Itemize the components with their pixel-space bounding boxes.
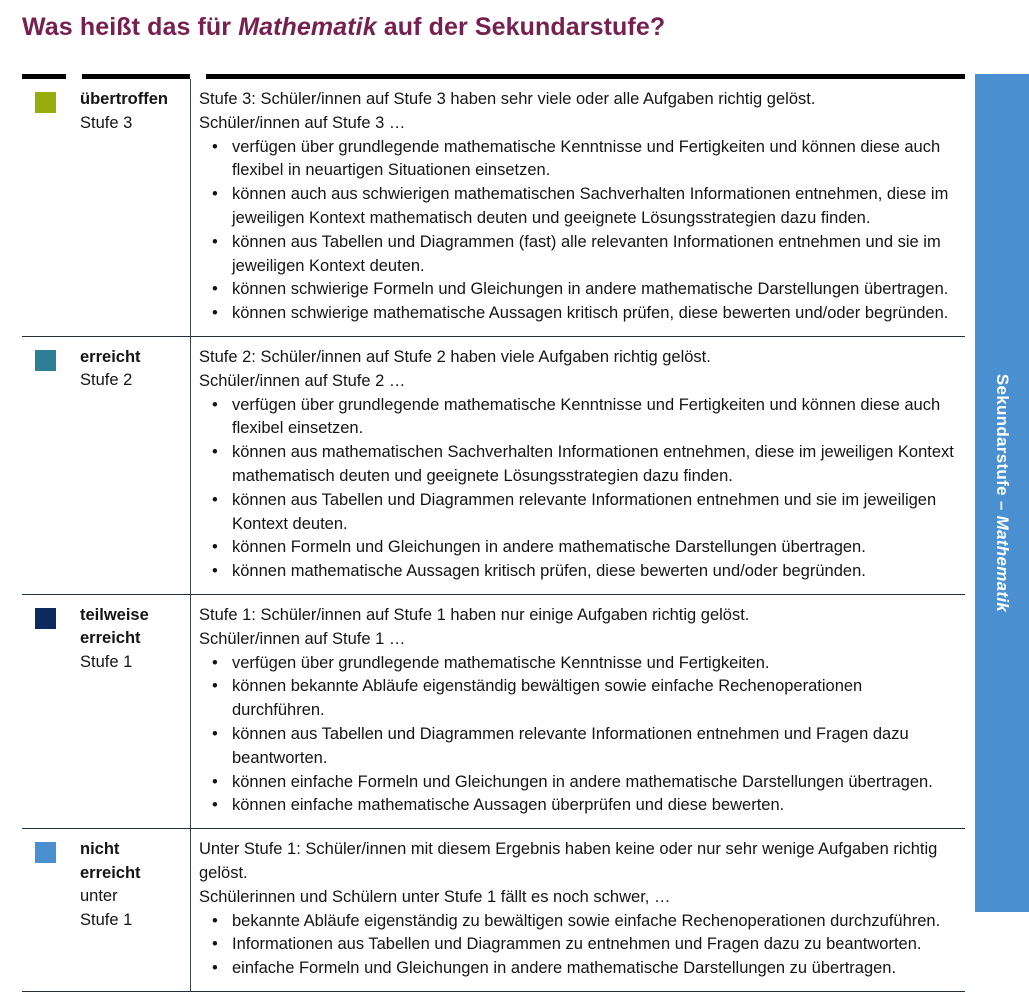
bullet-text: können bekannte Abläufe eigenständig bewältigen sowie einfache Rechenoperationen durchführen. <box>232 677 863 720</box>
bullet-text: können einfache Formeln und Gleichungen in andere mathematische Darstellungen übertragen. <box>232 772 933 791</box>
bullet-icon: • <box>212 677 218 696</box>
bullet-icon: • <box>212 935 218 954</box>
level-row <box>22 829 965 992</box>
bullet-icon: • <box>212 911 218 930</box>
side-tab-sekundarstufe-mathematik <box>975 74 1029 912</box>
bullet-text: einfache Formeln und Gleichungen in andere mathematische Darstellungen zu übertragen. <box>232 959 897 978</box>
level-bullet-item <box>199 910 959 934</box>
bullet-text: verfügen über grundlegende mathematische Kenntnisse und Fertigkeiten und können diese auch flexibel einsetzen. <box>232 395 941 438</box>
bullet-icon: • <box>212 772 218 791</box>
level-bullet-item <box>199 652 959 676</box>
bullet-text: können aus mathematischen Sachverhalten Informationen entnehmen, diese im jeweiligen Kontext mathematisch deuten und geeignete Lösungsstrategien dazu finden. <box>232 443 954 485</box>
level-label-cell <box>68 337 190 594</box>
level-bullet-item <box>199 560 959 584</box>
level-lead-text: Schüler/innen auf Stufe 2 … <box>199 371 406 390</box>
bullet-icon: • <box>212 137 218 156</box>
bullet-icon: • <box>212 304 218 323</box>
level-bullet-item <box>199 933 959 957</box>
level-description-cell <box>190 829 965 991</box>
level-label-cell <box>68 79 190 336</box>
level-label-strong: erreicht <box>80 863 141 882</box>
level-label-cell <box>68 829 190 991</box>
bullet-icon: • <box>212 538 218 557</box>
level-swatch-cell <box>22 595 68 828</box>
level-label-plain: Stufe 3 <box>80 113 133 132</box>
level-row <box>22 79 965 337</box>
side-tab-label <box>992 374 1012 612</box>
bullet-text: können mathematische Aussagen kritisch prüfen, diese bewerten und/oder begründen. <box>232 562 866 581</box>
level-bullet-list <box>199 910 959 981</box>
level-bullet-item <box>199 394 959 442</box>
level-label-cell <box>68 595 190 828</box>
level-bullet-item <box>199 536 959 560</box>
level-label-strong: teilweise <box>80 605 149 624</box>
level-bullet-item <box>199 675 959 723</box>
competence-levels-table <box>22 74 965 978</box>
level-color-swatch <box>35 350 56 371</box>
level-label-plain: Stufe 1 <box>80 652 133 671</box>
bullet-text: verfügen über grundlegende mathematische Kenntnisse und Fertigkeiten. <box>232 653 770 672</box>
level-bullet-item <box>199 771 959 795</box>
level-swatch-cell <box>22 829 68 991</box>
bullet-icon: • <box>212 959 218 978</box>
level-description-cell <box>190 79 965 336</box>
level-swatch-cell <box>22 79 68 336</box>
level-bullet-item <box>199 723 959 771</box>
level-lead-text: Schülerinnen und Schülern unter Stufe 1 fällt es noch schwer, … <box>199 887 671 906</box>
bullet-icon: • <box>212 185 218 204</box>
level-bullet-list <box>199 652 959 819</box>
level-label-plain: unter <box>80 887 118 906</box>
level-bullet-list <box>199 394 959 584</box>
level-label-strong: erreicht <box>80 629 141 648</box>
bullet-text: verfügen über grundlegende mathematische Kenntnisse und Fertigkeiten und können diese auch flexibel in neuartigen Situationen einsetzen. <box>232 137 941 180</box>
bullet-text: können auch aus schwierigen mathematischen Sachverhalten Informationen entnehmen, diese im jeweiligen Kontext mathematisch deuten und geeignete Lösungsstrategien dazu finden. <box>232 185 949 227</box>
bullet-text: können schwierige Formeln und Gleichungen in andere mathematische Darstellungen übertragen. <box>232 280 949 299</box>
level-lead-text: Unter Stufe 1: Schüler/innen mit diesem Ergebnis haben keine oder nur sehr wenige Aufgaben richtig gelöst. <box>199 840 938 882</box>
level-label-plain: Stufe 1 <box>80 910 133 929</box>
level-label-strong: nicht <box>80 840 120 859</box>
bullet-text: können aus Tabellen und Diagrammen relevante Informationen entnehmen und Fragen dazu beantworten. <box>232 724 909 767</box>
level-lead-text: Stufe 2: Schüler/innen auf Stufe 2 haben viele Aufgaben richtig gelöst. <box>199 347 711 366</box>
bullet-text: bekannte Abläufe eigenständig zu bewältigen sowie einfache Rechenoperationen durchzuführen. <box>232 911 941 930</box>
level-label-plain: Stufe 2 <box>80 371 133 390</box>
bullet-icon: • <box>212 232 218 251</box>
level-bullet-item <box>199 278 959 302</box>
level-bullet-list <box>199 136 959 326</box>
page-title-before: Was heißt das für <box>22 13 239 41</box>
level-swatch-cell <box>22 337 68 594</box>
level-bullet-item <box>199 441 959 489</box>
bullet-text: können aus Tabellen und Diagrammen relevante Informationen entnehmen und sie im jeweiligen Kontext deuten. <box>232 490 937 533</box>
bullet-text: können Formeln und Gleichungen in andere mathematische Darstellungen übertragen. <box>232 538 866 557</box>
bullet-text: können aus Tabellen und Diagrammen (fast) alle relevanten Informationen entnehmen und sie im jeweiligen Kontext deuten. <box>232 232 941 275</box>
level-color-swatch <box>35 608 56 629</box>
bullet-icon: • <box>212 490 218 509</box>
level-label-strong: übertroffen <box>80 90 168 108</box>
page-title-emphasis: Mathematik <box>238 13 377 41</box>
level-bullet-item <box>199 231 959 279</box>
level-row <box>22 595 965 829</box>
level-row <box>22 337 965 595</box>
bullet-icon: • <box>212 443 218 462</box>
level-bullet-item <box>199 957 959 981</box>
page-title <box>22 13 665 42</box>
bullet-icon: • <box>212 280 218 299</box>
table-rows <box>22 79 965 992</box>
level-color-swatch <box>35 842 56 863</box>
bullet-text: können einfache mathematische Aussagen überprüfen und diese bewerten. <box>232 796 785 815</box>
bullet-icon: • <box>212 395 218 414</box>
level-lead-text: Schüler/innen auf Stufe 3 … <box>199 113 406 132</box>
page-title-after: auf der Sekundarstufe? <box>376 13 666 41</box>
bullet-icon: • <box>212 724 218 743</box>
bullet-text: Informationen aus Tabellen und Diagrammen zu entnehmen und Fragen dazu zu beantworten. <box>232 935 922 954</box>
side-tab-label-before: Sekundarstufe – <box>993 373 1012 516</box>
level-lead-text: Schüler/innen auf Stufe 1 … <box>199 629 406 648</box>
bullet-icon: • <box>212 653 218 672</box>
level-bullet-item <box>199 183 959 231</box>
level-bullet-item <box>199 794 959 818</box>
level-lead-text: Stufe 1: Schüler/innen auf Stufe 1 haben nur einige Aufgaben richtig gelöst. <box>199 605 750 624</box>
level-bullet-item <box>199 302 959 326</box>
level-color-swatch <box>35 92 56 113</box>
level-bullet-item <box>199 136 959 184</box>
level-description-cell <box>190 595 965 828</box>
level-description-cell <box>190 337 965 594</box>
level-bullet-item <box>199 489 959 537</box>
bullet-icon: • <box>212 562 218 581</box>
bullet-icon: • <box>212 796 218 815</box>
level-label-strong: erreicht <box>80 347 141 366</box>
side-tab-label-emphasis: Mathematik <box>993 515 1012 613</box>
level-lead-text: Stufe 3: Schüler/innen auf Stufe 3 haben sehr viele oder alle Aufgaben richtig gelöst. <box>199 90 816 108</box>
bullet-text: können schwierige mathematische Aussagen kritisch prüfen, diese bewerten und/oder begründen. <box>232 304 949 323</box>
